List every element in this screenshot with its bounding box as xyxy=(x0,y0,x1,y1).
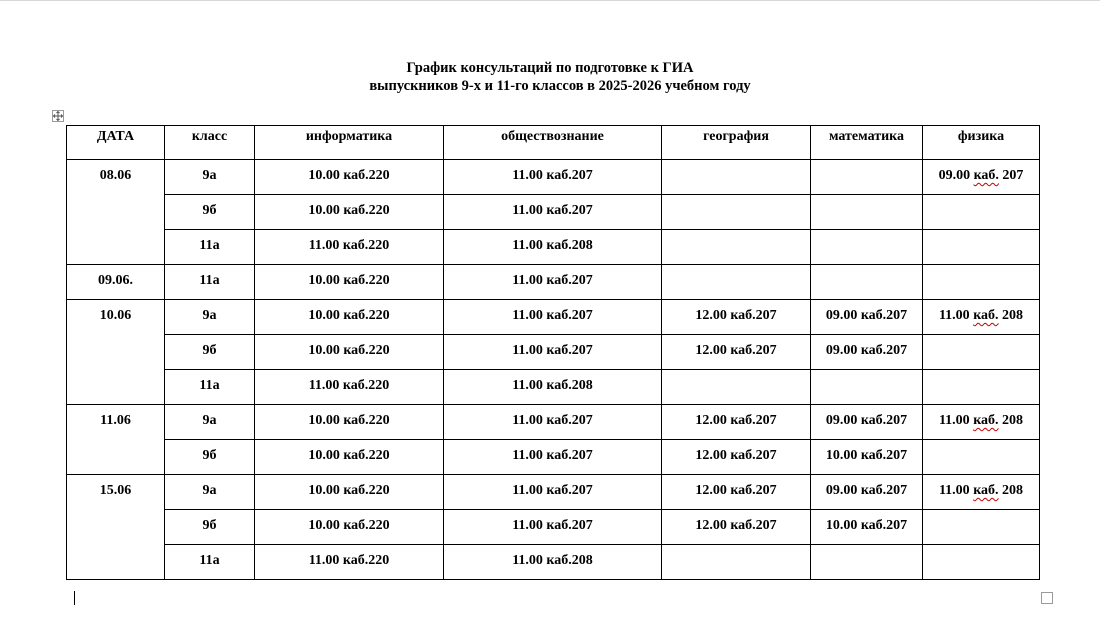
geography-cell[interactable]: 12.00 каб.207 xyxy=(662,440,811,475)
informatics-cell[interactable]: 10.00 каб.220 xyxy=(255,440,444,475)
physics-kab: каб. xyxy=(973,483,999,498)
physics-time: 11.00 xyxy=(938,413,970,428)
table-row xyxy=(67,475,1040,510)
math-cell[interactable]: 09.00 каб.207 xyxy=(811,405,923,440)
social-studies-cell[interactable]: 11.00 каб.207 xyxy=(444,475,662,510)
social-studies-cell[interactable]: 11.00 каб.207 xyxy=(444,405,662,440)
document-title: График консультаций по подготовке к ГИА xyxy=(406,60,694,76)
class-cell[interactable]: 11а xyxy=(165,370,255,405)
math-cell[interactable] xyxy=(811,230,923,265)
physics-room: 207 xyxy=(998,168,1024,183)
header-class: класс xyxy=(165,126,255,160)
table-move-icon[interactable] xyxy=(52,110,64,122)
informatics-cell[interactable]: 11.00 каб.220 xyxy=(255,230,444,265)
geography-cell[interactable]: 12.00 каб.207 xyxy=(662,335,811,370)
class-cell[interactable]: 11а xyxy=(165,265,255,300)
physics-cell[interactable] xyxy=(923,160,1040,195)
class-cell[interactable]: 9б xyxy=(165,510,255,545)
math-cell[interactable]: 09.00 каб.207 xyxy=(811,300,923,335)
math-cell[interactable]: 09.00 каб.207 xyxy=(811,475,923,510)
geography-cell[interactable] xyxy=(662,160,811,195)
social-studies-cell[interactable]: 11.00 каб.207 xyxy=(444,265,662,300)
physics-cell[interactable] xyxy=(923,335,1040,370)
class-cell[interactable]: 9б xyxy=(165,335,255,370)
header-physics: физика xyxy=(923,126,1040,160)
math-cell[interactable]: 09.00 каб.207 xyxy=(811,335,923,370)
physics-cell[interactable] xyxy=(923,300,1040,335)
informatics-cell[interactable]: 11.00 каб.220 xyxy=(255,370,444,405)
physics-cell[interactable] xyxy=(923,545,1040,580)
physics-room: 208 xyxy=(998,413,1024,428)
geography-cell[interactable]: 12.00 каб.207 xyxy=(662,300,811,335)
class-cell[interactable]: 9а xyxy=(165,300,255,335)
date-cell[interactable]: 11.06 xyxy=(67,405,165,475)
table-row xyxy=(67,300,1040,335)
social-studies-cell[interactable]: 11.00 каб.207 xyxy=(444,335,662,370)
class-cell[interactable]: 9а xyxy=(165,405,255,440)
class-cell[interactable]: 9а xyxy=(165,160,255,195)
physics-kab: каб. xyxy=(973,168,999,183)
geography-cell[interactable] xyxy=(662,195,811,230)
physics-cell[interactable] xyxy=(923,195,1040,230)
informatics-cell[interactable]: 10.00 каб.220 xyxy=(255,265,444,300)
geography-cell[interactable] xyxy=(662,265,811,300)
geography-cell[interactable] xyxy=(662,370,811,405)
header-geography: география xyxy=(662,126,811,160)
class-cell[interactable]: 11а xyxy=(165,545,255,580)
table-row xyxy=(67,195,1040,230)
physics-cell[interactable] xyxy=(923,230,1040,265)
informatics-cell[interactable]: 10.00 каб.220 xyxy=(255,335,444,370)
table-row xyxy=(67,440,1040,475)
physics-cell[interactable] xyxy=(923,405,1040,440)
physics-room: 208 xyxy=(998,483,1024,498)
physics-time: 09.00 xyxy=(938,168,971,183)
physics-time: 11.00 xyxy=(938,308,970,323)
physics-time: 11.00 xyxy=(938,483,970,498)
table-row xyxy=(67,405,1040,440)
math-cell[interactable]: 10.00 каб.207 xyxy=(811,510,923,545)
header-informatics: информатика xyxy=(255,126,444,160)
date-cell[interactable]: 10.06 xyxy=(67,300,165,405)
header-row xyxy=(67,126,1040,160)
class-cell[interactable]: 11а xyxy=(165,230,255,265)
document-subtitle: выпускников 9-х и 11-го классов в 2025-2026 учебном году xyxy=(369,78,751,94)
table-row xyxy=(67,160,1040,195)
class-cell[interactable]: 9а xyxy=(165,475,255,510)
text-cursor xyxy=(74,591,75,605)
table-row xyxy=(67,510,1040,545)
table-row xyxy=(67,265,1040,300)
class-cell[interactable]: 9б xyxy=(165,440,255,475)
physics-kab: каб. xyxy=(973,308,999,323)
header-math: математика xyxy=(811,126,923,160)
social-studies-cell[interactable]: 11.00 каб.208 xyxy=(444,545,662,580)
header-date: ДАТА xyxy=(67,126,165,160)
table-row xyxy=(67,545,1040,580)
table-row xyxy=(67,370,1040,405)
informatics-cell[interactable]: 10.00 каб.220 xyxy=(255,510,444,545)
physics-cell[interactable] xyxy=(923,475,1040,510)
social-studies-cell[interactable]: 11.00 каб.207 xyxy=(444,300,662,335)
physics-cell[interactable] xyxy=(923,510,1040,545)
math-cell[interactable] xyxy=(811,265,923,300)
math-cell[interactable]: 10.00 каб.207 xyxy=(811,440,923,475)
schedule-table xyxy=(66,125,1040,580)
social-studies-cell[interactable]: 11.00 каб.207 xyxy=(444,195,662,230)
social-studies-cell[interactable]: 11.00 каб.207 xyxy=(444,160,662,195)
page-top-rule xyxy=(0,0,1100,1)
geography-cell[interactable] xyxy=(662,230,811,265)
informatics-cell[interactable]: 10.00 каб.220 xyxy=(255,405,444,440)
physics-kab: каб. xyxy=(973,413,999,428)
social-studies-cell[interactable]: 11.00 каб.208 xyxy=(444,230,662,265)
informatics-cell[interactable]: 10.00 каб.220 xyxy=(255,195,444,230)
math-cell[interactable] xyxy=(811,195,923,230)
informatics-cell[interactable]: 10.00 каб.220 xyxy=(255,300,444,335)
table-resize-icon[interactable] xyxy=(1041,592,1053,604)
social-studies-cell[interactable]: 11.00 каб.207 xyxy=(444,510,662,545)
social-studies-cell[interactable]: 11.00 каб.207 xyxy=(444,440,662,475)
informatics-cell[interactable]: 10.00 каб.220 xyxy=(255,475,444,510)
geography-cell[interactable] xyxy=(662,545,811,580)
math-cell[interactable] xyxy=(811,370,923,405)
table-row xyxy=(67,230,1040,265)
physics-room: 208 xyxy=(998,308,1024,323)
class-cell[interactable]: 9б xyxy=(165,195,255,230)
physics-cell[interactable] xyxy=(923,440,1040,475)
geography-cell[interactable]: 12.00 каб.207 xyxy=(662,475,811,510)
informatics-cell[interactable]: 11.00 каб.220 xyxy=(255,545,444,580)
math-cell[interactable] xyxy=(811,160,923,195)
header-social-studies: обществознание xyxy=(444,126,662,160)
social-studies-cell[interactable]: 11.00 каб.208 xyxy=(444,370,662,405)
table-row xyxy=(67,335,1040,370)
math-cell[interactable] xyxy=(811,545,923,580)
date-cell[interactable]: 08.06 xyxy=(67,160,165,265)
physics-cell[interactable] xyxy=(923,370,1040,405)
physics-cell[interactable] xyxy=(923,265,1040,300)
date-cell[interactable]: 09.06. xyxy=(67,265,165,300)
geography-cell[interactable]: 12.00 каб.207 xyxy=(662,405,811,440)
date-cell[interactable]: 15.06 xyxy=(67,475,165,580)
geography-cell[interactable]: 12.00 каб.207 xyxy=(662,510,811,545)
informatics-cell[interactable]: 10.00 каб.220 xyxy=(255,160,444,195)
